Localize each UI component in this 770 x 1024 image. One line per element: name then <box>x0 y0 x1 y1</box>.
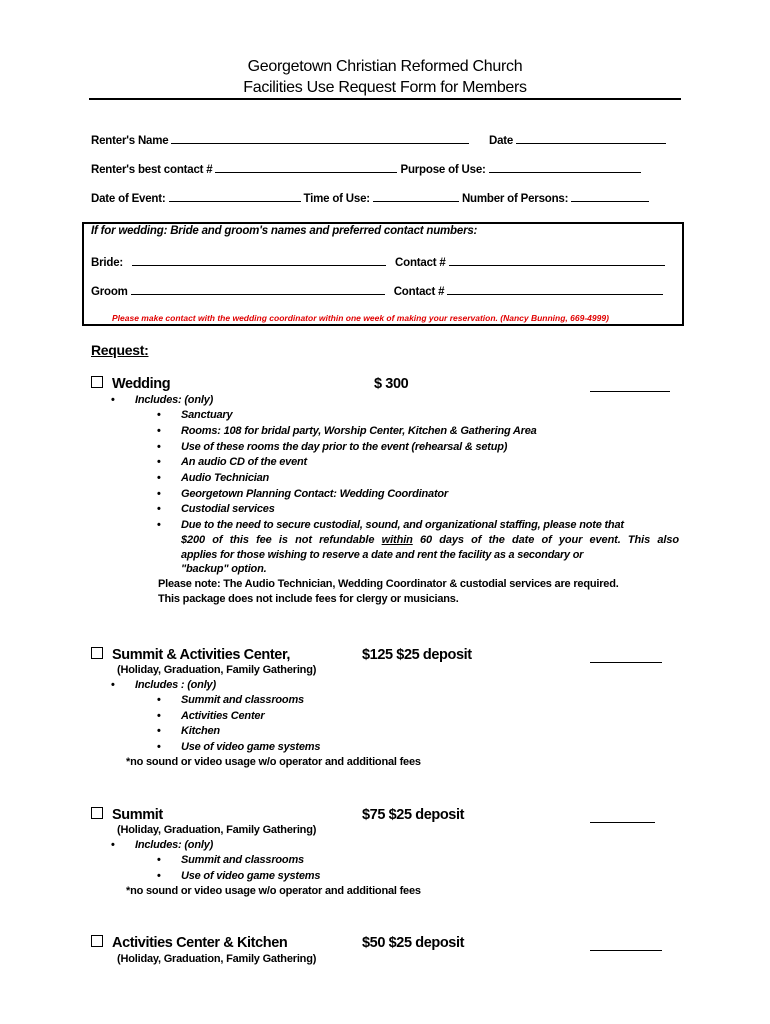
summit-label: Summit <box>112 807 163 823</box>
summit-activities-note: *no sound or video usage w/o operator and additional fees <box>126 756 421 768</box>
groom-contact-field[interactable] <box>447 283 663 295</box>
summit-checkbox[interactable] <box>91 807 103 819</box>
wedding-price: $ 300 <box>374 376 409 392</box>
summit-note: *no sound or video usage w/o operator and additional fees <box>126 885 421 897</box>
renters-name-row <box>91 132 469 147</box>
request-heading: Request: <box>91 342 149 358</box>
list-item: • Audio Technician <box>181 472 269 484</box>
bride-row <box>91 254 665 269</box>
bride-contact-label: Contact # <box>395 257 446 269</box>
best-contact-label: Renter's best contact # <box>91 164 213 176</box>
activities-kitchen-price: $50 $25 deposit <box>362 935 464 951</box>
bride-contact-field[interactable] <box>449 254 665 266</box>
activities-kitchen-amount-field[interactable] <box>590 949 662 951</box>
staffing-line-2 <box>181 534 679 546</box>
list-item: • Custodial services <box>181 503 275 515</box>
staffing-text-a: $200 of this fee is not refundable <box>181 534 375 546</box>
summit-amount-field[interactable] <box>590 821 655 823</box>
wedding-label: Wedding <box>112 376 171 392</box>
staffing-text-b: 60 days of the date of your event. This also <box>420 534 679 546</box>
list-item: • Georgetown Planning Contact: Wedding Coordinator <box>181 488 448 500</box>
wedding-contact-box <box>82 222 684 326</box>
list-item: • Activities Center <box>181 710 264 722</box>
event-details-row <box>91 190 649 205</box>
date-of-event-label: Date of Event: <box>91 193 166 205</box>
wedding-coordinator-notice: Please make contact with the wedding coordinator within one week of making your reservation. (Nancy Bunning, 669-4999) <box>112 313 609 323</box>
best-contact-field[interactable] <box>215 161 397 173</box>
activities-kitchen-label: Activities Center & Kitchen <box>112 935 288 951</box>
title-divider <box>89 98 681 100</box>
summit-activities-occasions: (Holiday, Graduation, Family Gathering) <box>117 664 317 676</box>
summit-option <box>91 807 163 823</box>
wedding-box-intro: If for wedding: Bride and groom's names and preferred contact numbers: <box>91 225 478 237</box>
summit-occasions: (Holiday, Graduation, Family Gathering) <box>117 824 317 836</box>
list-item: • Use of these rooms the day prior to the event (rehearsal & setup) <box>181 441 507 453</box>
activities-kitchen-checkbox[interactable] <box>91 935 103 947</box>
activities-kitchen-option <box>91 935 287 951</box>
summit-includes-label: • Includes: (only) <box>135 839 213 851</box>
purpose-field[interactable] <box>489 161 641 173</box>
groom-name-field[interactable] <box>131 283 385 295</box>
number-of-persons-field[interactable] <box>571 190 649 202</box>
bride-name-field[interactable] <box>132 254 386 266</box>
summit-activities-includes-label: • Includes : (only) <box>135 679 216 691</box>
wedding-checkbox[interactable] <box>91 376 103 388</box>
form-title-line2: Facilities Use Request Form for Members <box>243 79 527 96</box>
wedding-exclusions-note: This package does not include fees for clergy or musicians. <box>158 593 459 605</box>
list-item: • Rooms: 108 for bridal party, Worship Center, Kitchen & Gathering Area <box>181 425 537 437</box>
number-of-persons-label: Number of Persons: <box>461 193 569 205</box>
groom-row <box>91 283 663 298</box>
staffing-within: within <box>381 534 413 546</box>
list-item: • Summit and classrooms <box>181 694 304 706</box>
date-field[interactable] <box>516 132 666 144</box>
best-contact-row <box>91 161 641 176</box>
list-item: • Due to the need to secure custodial, sound, and organizational staffing, please note that <box>181 519 624 531</box>
date-row <box>489 132 666 147</box>
time-of-use-field[interactable] <box>373 190 459 202</box>
date-label: Date <box>489 135 514 147</box>
summit-activities-option <box>91 647 290 663</box>
staffing-line-4: "backup" option. <box>181 563 267 575</box>
staffing-line-3: applies for those wishing to reserve a date and rent the facility as a secondary or <box>181 549 584 561</box>
activities-kitchen-occasions: (Holiday, Graduation, Family Gathering) <box>117 953 317 965</box>
groom-label: Groom <box>91 286 128 298</box>
wedding-option <box>91 376 170 392</box>
summit-activities-label: Summit & Activities Center, <box>112 647 291 663</box>
date-of-event-field[interactable] <box>169 190 301 202</box>
list-item: • Use of video game systems <box>181 741 320 753</box>
summit-activities-amount-field[interactable] <box>590 661 662 663</box>
list-item: • An audio CD of the event <box>181 456 307 468</box>
list-item: • Use of video game systems <box>181 870 320 882</box>
list-item: • Sanctuary <box>181 409 232 421</box>
renters-name-label: Renter's Name <box>91 135 169 147</box>
summit-activities-price: $125 $25 deposit <box>362 647 472 663</box>
purpose-label: Purpose of Use: <box>400 164 486 176</box>
wedding-required-note: Please note: The Audio Technician, Wedding Coordinator & custodial services are required. <box>158 578 619 590</box>
list-item: • Summit and classrooms <box>181 854 304 866</box>
groom-contact-label: Contact # <box>393 286 445 298</box>
bride-label: Bride: <box>91 257 124 269</box>
wedding-includes-label: • Includes: (only) <box>135 394 213 406</box>
renters-name-field[interactable] <box>171 132 469 144</box>
form-title-line1: Georgetown Christian Reformed Church <box>247 58 523 75</box>
summit-activities-checkbox[interactable] <box>91 647 103 659</box>
summit-price: $75 $25 deposit <box>362 807 464 823</box>
wedding-amount-field[interactable] <box>590 390 670 392</box>
time-of-use-label: Time of Use: <box>303 193 370 205</box>
list-item: • Kitchen <box>181 725 220 737</box>
